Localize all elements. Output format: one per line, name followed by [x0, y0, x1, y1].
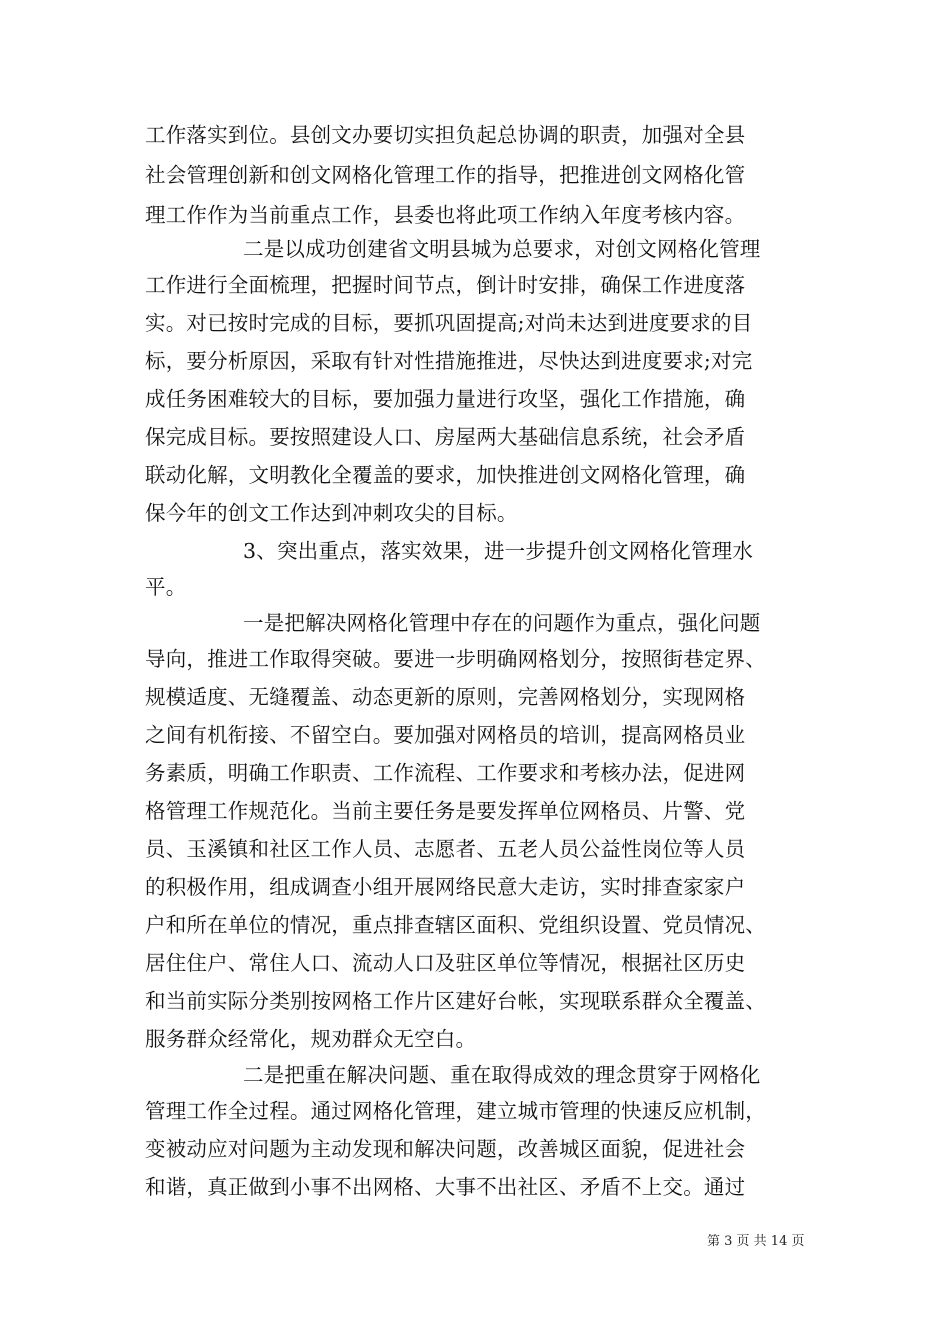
text-line: 规模适度、无缝覆盖、动态更新的原则，完善网格划分，实现网格 [145, 685, 746, 709]
text-line: 二是把重在解决问题、重在取得成效的理念贯穿于网格化 [243, 1063, 761, 1087]
text-line: 理工作作为当前重点工作，县委也将此项工作纳入年度考核内容。 [145, 203, 746, 227]
text-line: 二是以成功创建省文明县城为总要求，对创文网格化管理 [243, 237, 761, 261]
text-line: 工作落实到位。县创文办要切实担负起总协调的职责，加强对全县 [145, 123, 746, 147]
text-line: 联动化解，文明教化全覆盖的要求，加快推进创文网格化管理，确 [145, 463, 746, 487]
text-line: 保完成目标。要按照建设人口、房屋两大基础信息系统，社会矛盾 [145, 425, 746, 449]
text-line: 务素质，明确工作职责、工作流程、工作要求和考核办法，促进网 [145, 761, 746, 785]
text-line: 保今年的创文工作达到冲刺攻尖的目标。 [145, 501, 518, 525]
page-number: 第 3 页 共 14 页 [707, 1234, 805, 1249]
section-heading: 3、突出重点，落实效果，进一步提升创文网格化管理水 [243, 539, 754, 563]
text-line: 导向，推进工作取得突破。要进一步明确网格划分，按照街巷定界、 [145, 647, 766, 671]
text-line: 和谐，真正做到小事不出网格、大事不出社区、矛盾不上交。通过 [145, 1175, 746, 1199]
text-line: 社会管理创新和创文网格化管理工作的指导，把推进创文网格化管 [145, 163, 746, 187]
text-line: 格管理工作规范化。当前主要任务是要发挥单位网格员、片警、党 [145, 799, 746, 823]
text-line: 管理工作全过程。通过网格化管理，建立城市管理的快速反应机制， [145, 1099, 766, 1123]
text-line: 实。对已按时完成的目标，要抓巩固提高;对尚未达到进度要求的目 [145, 311, 753, 335]
text-line: 居住住户、常住人口、流动人口及驻区单位等情况，根据社区历史 [145, 951, 746, 975]
text-line: 成任务困难较大的目标，要加强力量进行攻坚，强化工作措施，确 [145, 387, 746, 411]
text-line: 变被动应对问题为主动发现和解决问题，改善城区面貌，促进社会 [145, 1137, 746, 1161]
text-line: 员、玉溪镇和社区工作人员、志愿者、五老人员公益性岗位等人员 [145, 837, 746, 861]
text-line: 之间有机衔接、不留空白。要加强对网格员的培训，提高网格员业 [145, 723, 746, 747]
text-line: 工作进行全面梳理，把握时间节点，倒计时安排，确保工作进度落 [145, 273, 746, 297]
text-line: 一是把解决网格化管理中存在的问题作为重点，强化问题 [243, 611, 761, 635]
text-line: 标，要分析原因，采取有针对性措施推进，尽快达到进度要求;对完 [145, 349, 753, 373]
text-line: 服务群众经常化，规劝群众无空白。 [145, 1027, 477, 1051]
text-line: 户和所在单位的情况，重点排查辖区面积、党组织设置、党员情况、 [145, 913, 766, 937]
text-line: 的积极作用，组成调查小组开展网络民意大走访，实时排查家家户 [145, 875, 746, 899]
text-line: 平。 [145, 575, 187, 599]
text-line: 和当前实际分类别按网格工作片区建好台帐，实现联系群众全覆盖、 [145, 989, 766, 1013]
